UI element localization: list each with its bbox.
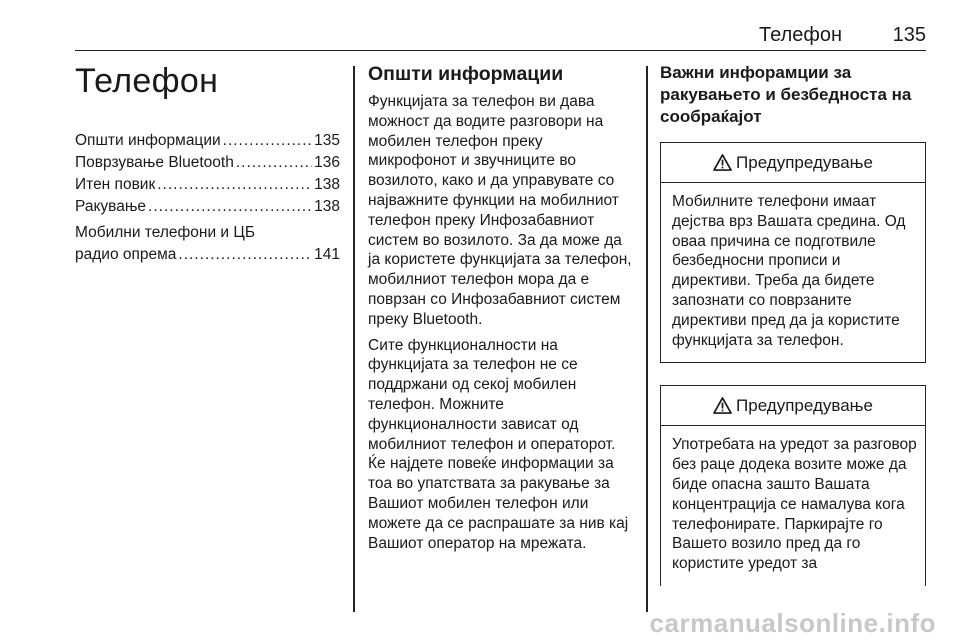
warning-text: Употребата на уредот за разговор без раце додека возите може да биде опасна зашто Вашата концентрација се намалува кога телефонирате. Паркирајте го Вашето возило пред да го користите уредот за	[672, 436, 917, 573]
toc-column	[75, 62, 340, 266]
warning-text: Мобилните телефони имаат дејства врз Вашата средина. Од оваа причина се подготвиле безбедносни прописи и директиви. Треба да бидете запознати со поврзаните директиви пред да ја користите функцијата за телефон.	[672, 193, 906, 349]
warning-triangle-icon	[713, 154, 732, 171]
paragraph: Функцијата за телефон ви дава можност да водите разговори на мобилен телефон преку микрофонот и звучниците во возилото, како и да управувате со најважните функции на мобилниот телефон преку Инфозабавниот систем во возилото. За да може да ја користете функцијата за телефон, мобилниот телефон мора да е поврзан со Инфозабавниот систем преку Bluetooth.	[368, 93, 632, 328]
general-info-column	[368, 62, 632, 559]
warning-title: Предупредување	[736, 395, 873, 415]
important-info-column	[660, 62, 926, 586]
toc-item[interactable]: Итен повик ..... 138	[75, 174, 340, 196]
warning-triangle-icon	[713, 397, 732, 414]
page-number: 135	[892, 24, 926, 46]
warning-box	[660, 385, 926, 586]
watermark: carmanualsonline.info	[649, 608, 936, 638]
chapter-title: Телефон	[75, 62, 219, 100]
header-title: Телефон	[759, 24, 842, 46]
warning-title: Предупредување	[736, 152, 873, 172]
page-header	[75, 20, 926, 51]
toc-item[interactable]: Ракување ..... 138	[75, 196, 340, 218]
paragraph: Сите функционалности на функцијата за телефон не се поддржани од секој мобилен телефон. Можните функционалности зависат од мобилниот телефон и операторот. Ќе најдете повеќе информации за тоа во упатствата за ракување за Вашиот мобилен телефон или можете да се распрашате за нив кај Вашиот оператор на мрежата.	[368, 336, 629, 552]
warning-box	[660, 142, 926, 363]
section-heading: Општи информации	[368, 63, 564, 85]
toc-item[interactable]: Поврзување Bluetooth ..... 136	[75, 152, 340, 174]
toc-item-label[interactable]: Мобилни телефони и ЦБ	[75, 224, 256, 241]
toc-item[interactable]: радио опрема ..... 141	[75, 244, 340, 266]
warning-header	[661, 143, 925, 183]
section-heading: Важни инфорамции за ракувањето и безбедноста на сообраќајот	[660, 63, 912, 126]
column-divider	[646, 66, 648, 612]
column-divider	[353, 66, 355, 612]
toc-item[interactable]: Општи информации ..... 135	[75, 130, 340, 152]
warning-header	[661, 386, 925, 426]
